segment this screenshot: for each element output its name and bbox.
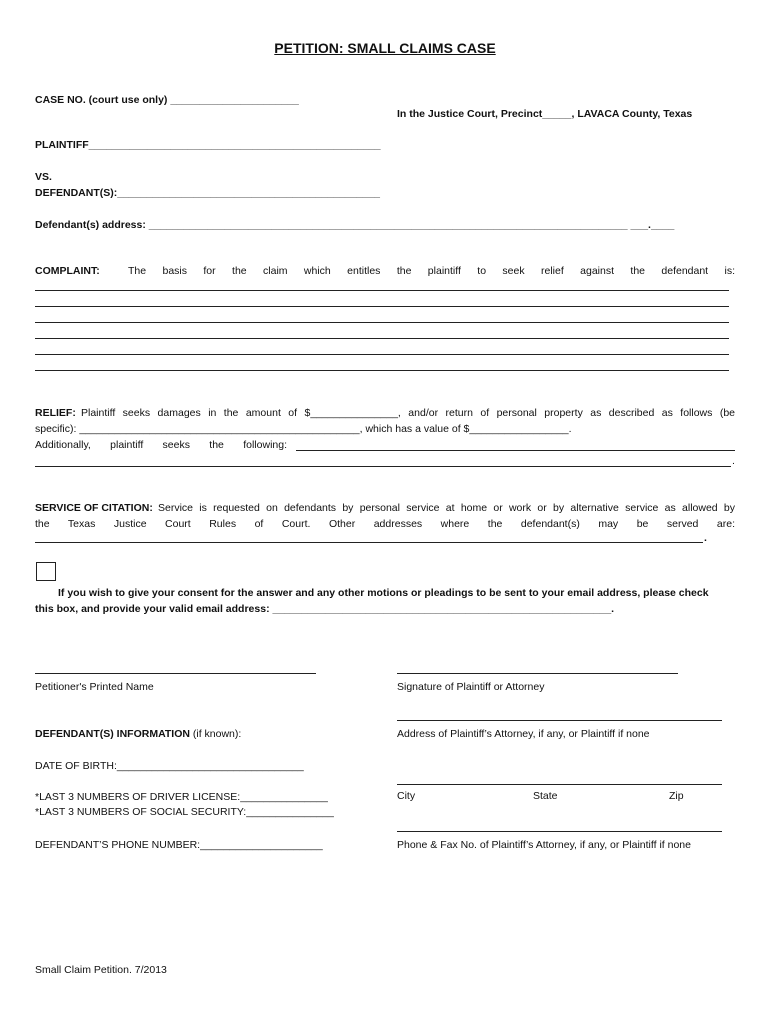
petitioner-name-label: Petitioner's Printed Name: [35, 681, 154, 693]
social-security-field[interactable]: *LAST 3 NUMBERS OF SOCIAL SECURITY:_______________: [35, 806, 334, 818]
defendant-phone-field[interactable]: DEFENDANT’S PHONE NUMBER:_____________________: [35, 839, 323, 851]
email-consent-line-2[interactable]: this box, and provide your valid email address: __________________________________________________________.: [35, 603, 615, 615]
relief-period: .: [732, 455, 735, 467]
complaint-line[interactable]: [35, 322, 729, 323]
complaint-label: COMPLAINT:: [35, 265, 100, 277]
case-number-field[interactable]: CASE NO. (court use only) ______________________: [35, 94, 299, 106]
date-of-birth-field[interactable]: DATE OF BIRTH:________________________________: [35, 760, 304, 772]
signature-line[interactable]: [397, 673, 678, 674]
service-line-2: the Texas Justice Court Rules of Court. Other addresses where the defendant(s) may be served are:: [35, 518, 735, 530]
relief-line-2[interactable]: specific): ________________________________________________, which has a value of $_________________.: [35, 423, 572, 435]
relief-line-1[interactable]: Plaintiff seeks damages in the amount of $_______________, and/or return of personal property as described as follows (be: [81, 407, 735, 419]
complaint-text: The basis for the claim which entitles the plaintiff to seek relief against the defendant is:: [128, 265, 735, 277]
complaint-line[interactable]: [35, 338, 729, 339]
footer-text: Small Claim Petition. 7/2013: [35, 964, 167, 976]
phone-fax-label: Phone & Fax No. of Plaintiff’s Attorney, if any, or Plaintiff if none: [397, 839, 691, 851]
email-consent-line-1: If you wish to give your consent for the answer and any other motions or pleadings to be sent to your email address, please check: [58, 587, 709, 599]
attorney-address-label: Address of Plaintiff’s Attorney, if any, or Plaintiff if none: [397, 728, 650, 740]
defendant-address-field[interactable]: Defendant(s) address: __________________________________________________________________________________ ___.____: [35, 219, 675, 231]
relief-additional-line[interactable]: [296, 450, 735, 451]
relief-additional-line[interactable]: [35, 466, 731, 467]
complaint-line[interactable]: [35, 354, 729, 355]
zip-label: Zip: [669, 790, 684, 802]
service-label: SERVICE OF CITATION:: [35, 502, 153, 514]
court-line: In the Justice Court, Precinct_____, LAVACA County, Texas: [397, 108, 693, 120]
state-label: State: [533, 790, 558, 802]
email-consent-checkbox[interactable]: [36, 562, 56, 581]
complaint-line[interactable]: [35, 370, 729, 371]
plaintiff-field[interactable]: PLAINTIFF__________________________________________________: [35, 139, 381, 151]
petitioner-name-line[interactable]: [35, 673, 316, 674]
relief-label: RELIEF:: [35, 407, 76, 419]
city-label: City: [397, 790, 416, 802]
driver-license-field[interactable]: *LAST 3 NUMBERS OF DRIVER LICENSE:_______________: [35, 791, 328, 803]
service-period: .: [704, 532, 707, 544]
complaint-line[interactable]: [35, 306, 729, 307]
city-state-zip-line[interactable]: [397, 784, 722, 785]
page-title: PETITION: SMALL CLAIMS CASE: [274, 40, 496, 56]
relief-additional-label: Additionally, plaintiff seeks the following:: [35, 439, 287, 451]
defendant-info-heading: DEFENDANT(S) INFORMATION (if known):: [35, 728, 242, 740]
service-line-1: Service is requested on defendants by personal service at home or work or by alternative service as allowed by: [158, 502, 735, 514]
signature-label: Signature of Plaintiff or Attorney: [397, 681, 545, 693]
attorney-address-line[interactable]: [397, 720, 722, 721]
complaint-line[interactable]: [35, 290, 729, 291]
defendants-field[interactable]: DEFENDANT(S):_____________________________________________: [35, 187, 381, 199]
phone-fax-line[interactable]: [397, 831, 722, 832]
service-address-line[interactable]: [35, 542, 703, 543]
vs-label: VS.: [35, 171, 52, 183]
